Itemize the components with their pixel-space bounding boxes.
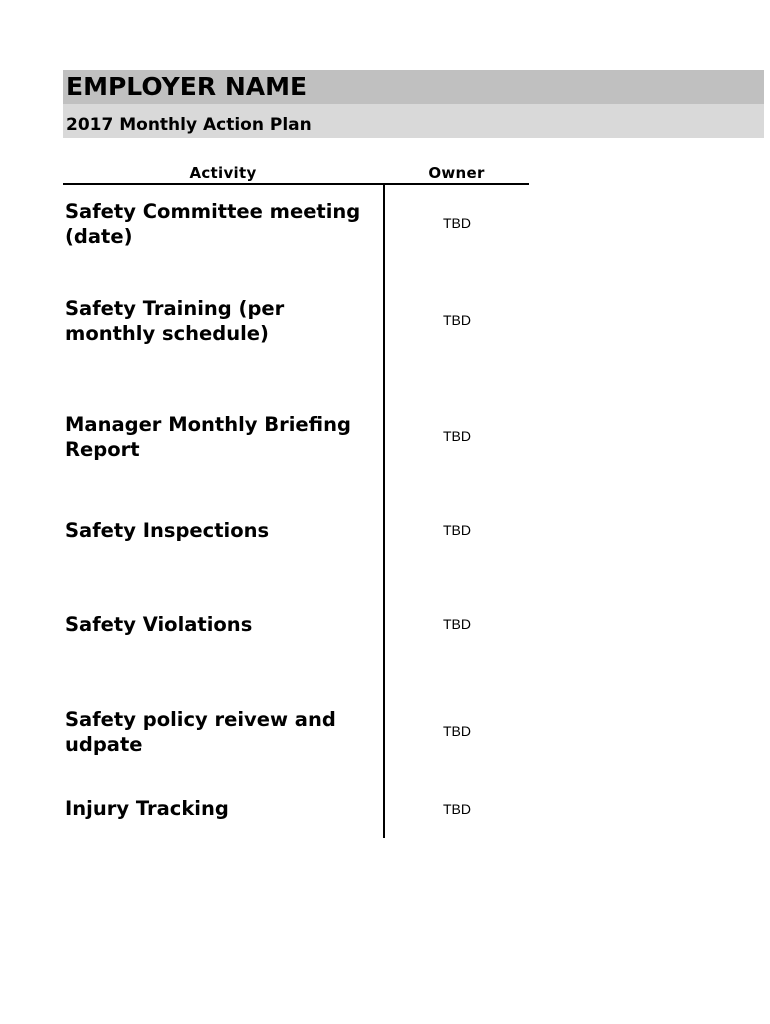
activity-cell: Safety Training (per monthly schedule) [65, 297, 285, 345]
owner-column-header: Owner [428, 164, 485, 182]
owner-cell: TBD [443, 312, 471, 328]
subtitle-bar [63, 104, 764, 138]
activity-cell: Safety Inspections [65, 519, 270, 542]
owner-cell: TBD [443, 723, 471, 739]
owner-cell: TBD [443, 801, 471, 817]
title-bar [63, 70, 764, 104]
activity-cell: Safety Violations [65, 613, 253, 636]
activity-cell: Manager Monthly Briefing Report [65, 413, 351, 461]
owner-cell: TBD [443, 215, 471, 231]
owner-cell: TBD [443, 522, 471, 538]
plan-subtitle: 2017 Monthly Action Plan [66, 115, 312, 135]
employer-name-title: EMPLOYER NAME [66, 72, 308, 101]
column-divider [383, 185, 385, 838]
owner-cell: TBD [443, 616, 471, 632]
owner-cell: TBD [443, 428, 471, 444]
activity-cell: Injury Tracking [65, 797, 229, 820]
activity-cell: Safety policy reivew and udpate [65, 708, 336, 756]
activity-cell: Safety Committee meeting (date) [65, 200, 361, 248]
header-rule [63, 183, 529, 185]
activity-column-header: Activity [189, 164, 257, 182]
